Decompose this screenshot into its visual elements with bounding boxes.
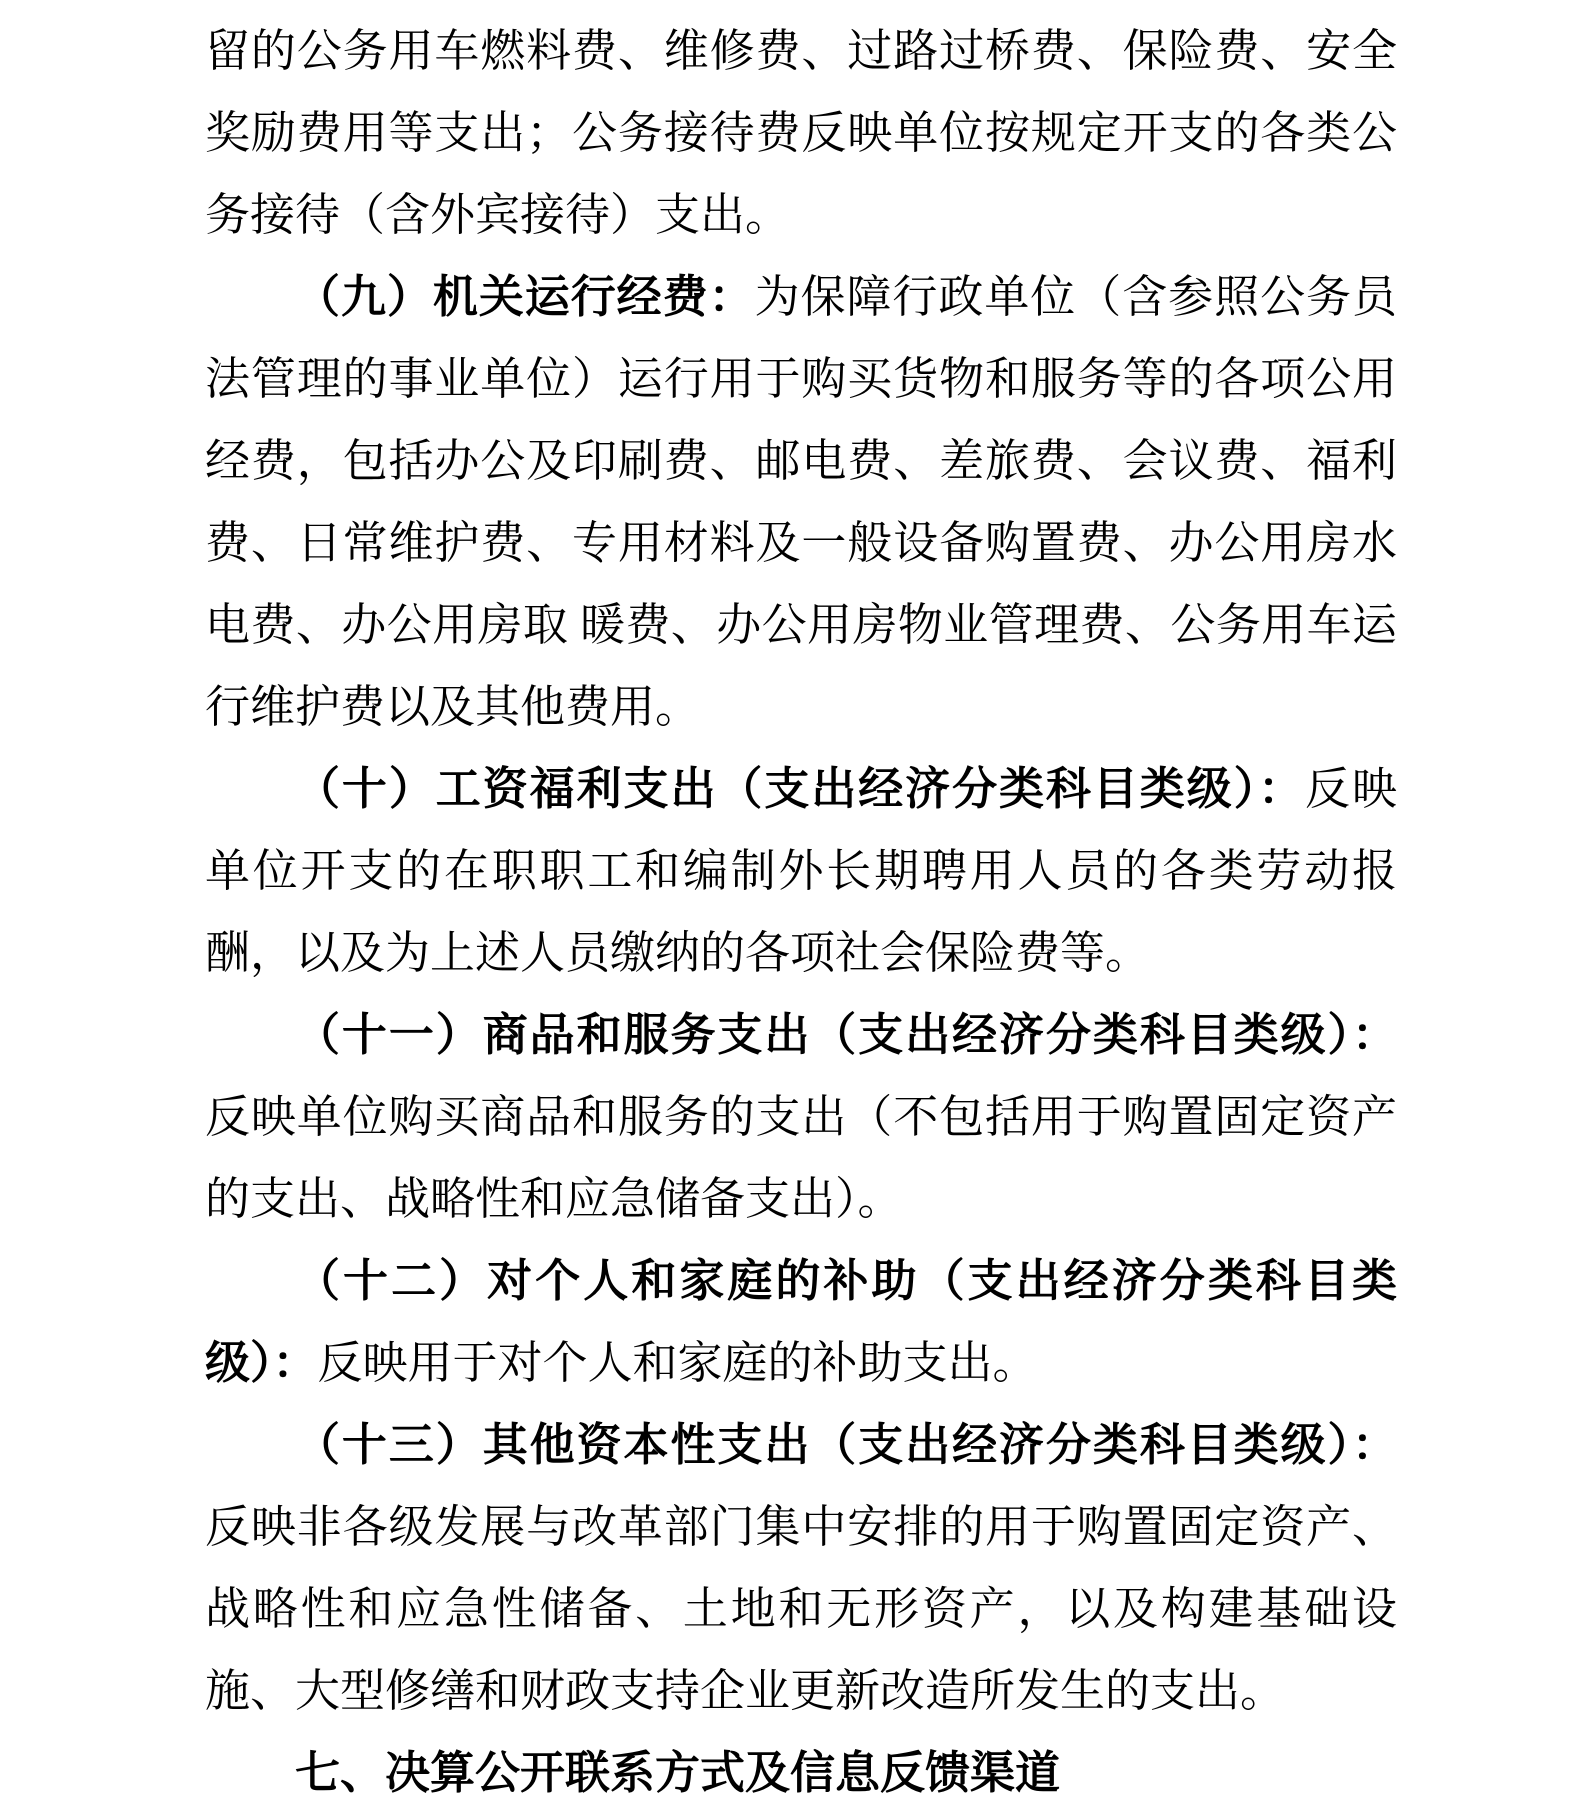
paragraph-lead: （十二）对个人和家庭的补助（支出经济分类科目类级）： [205,1256,1397,1388]
paragraph-individual-family-subsidy [205,1240,1397,1404]
paragraph-text: 为保障行政单位（含参照公务员法管理的事业单位）运行用于购买货物和服务等的各项公用经费，包括办公及印刷费、邮电费、差旅费、会议费、福利费、日常维护费、专用材料及一般设备购置费、办公用房水电费、办公用房取 暖费、办公用房物业管理费、公务用车运行维护费以及其他费用。 [205,272,1397,732]
paragraph-text: 反映单位购买商品和服务的支出（不包括用于购置固定资产的支出、战略性和应急储备支出）。 [205,1092,1397,1224]
paragraph-lead: （十三）其他资本性支出（支出经济分类科目类级）： [295,1420,1397,1470]
paragraph-text: 留的公务用车燃料费、维修费、过路过桥费、保险费、安全奖励费用等支出；公务接待费反映单位按规定开支的各类公务接待（含外宾接待）支出。 [205,26,1397,240]
paragraph-goods-services-expenditure [205,994,1397,1240]
paragraph-lead: （十）工资福利支出（支出经济分类科目类级）： [295,764,1306,814]
paragraph-other-capital-expenditure [205,1404,1397,1732]
paragraph-text: 反映单位开支的在职职工和编制外长期聘用人员的各类劳动报酬，以及为上述人员缴纳的各项社会保险费等。 [205,764,1397,978]
paragraph-lead: （十一）商品和服务支出（支出经济分类科目类级）： [295,1010,1397,1060]
paragraph-official-vehicle-reception-fees [205,10,1397,256]
section-heading-contact-feedback-channels [205,1732,1397,1814]
paragraph-salary-welfare-expenditure [205,748,1397,994]
paragraph-agency-operating-funds [205,256,1397,748]
paragraph-text: 反映非各级发展与改革部门集中安排的用于购置固定资产、战略性和应急性储备、土地和无形资产，以及构建基础设施、大型修缮和财政支持企业更新改造所发生的支出。 [205,1502,1397,1716]
paragraph-lead: （九）机关运行经费： [295,272,755,322]
paragraph-lead: 七、决算公开联系方式及信息反馈渠道 [295,1748,1061,1798]
paragraph-text: 反映用于对个人和家庭的补助支出。 [317,1338,1038,1388]
